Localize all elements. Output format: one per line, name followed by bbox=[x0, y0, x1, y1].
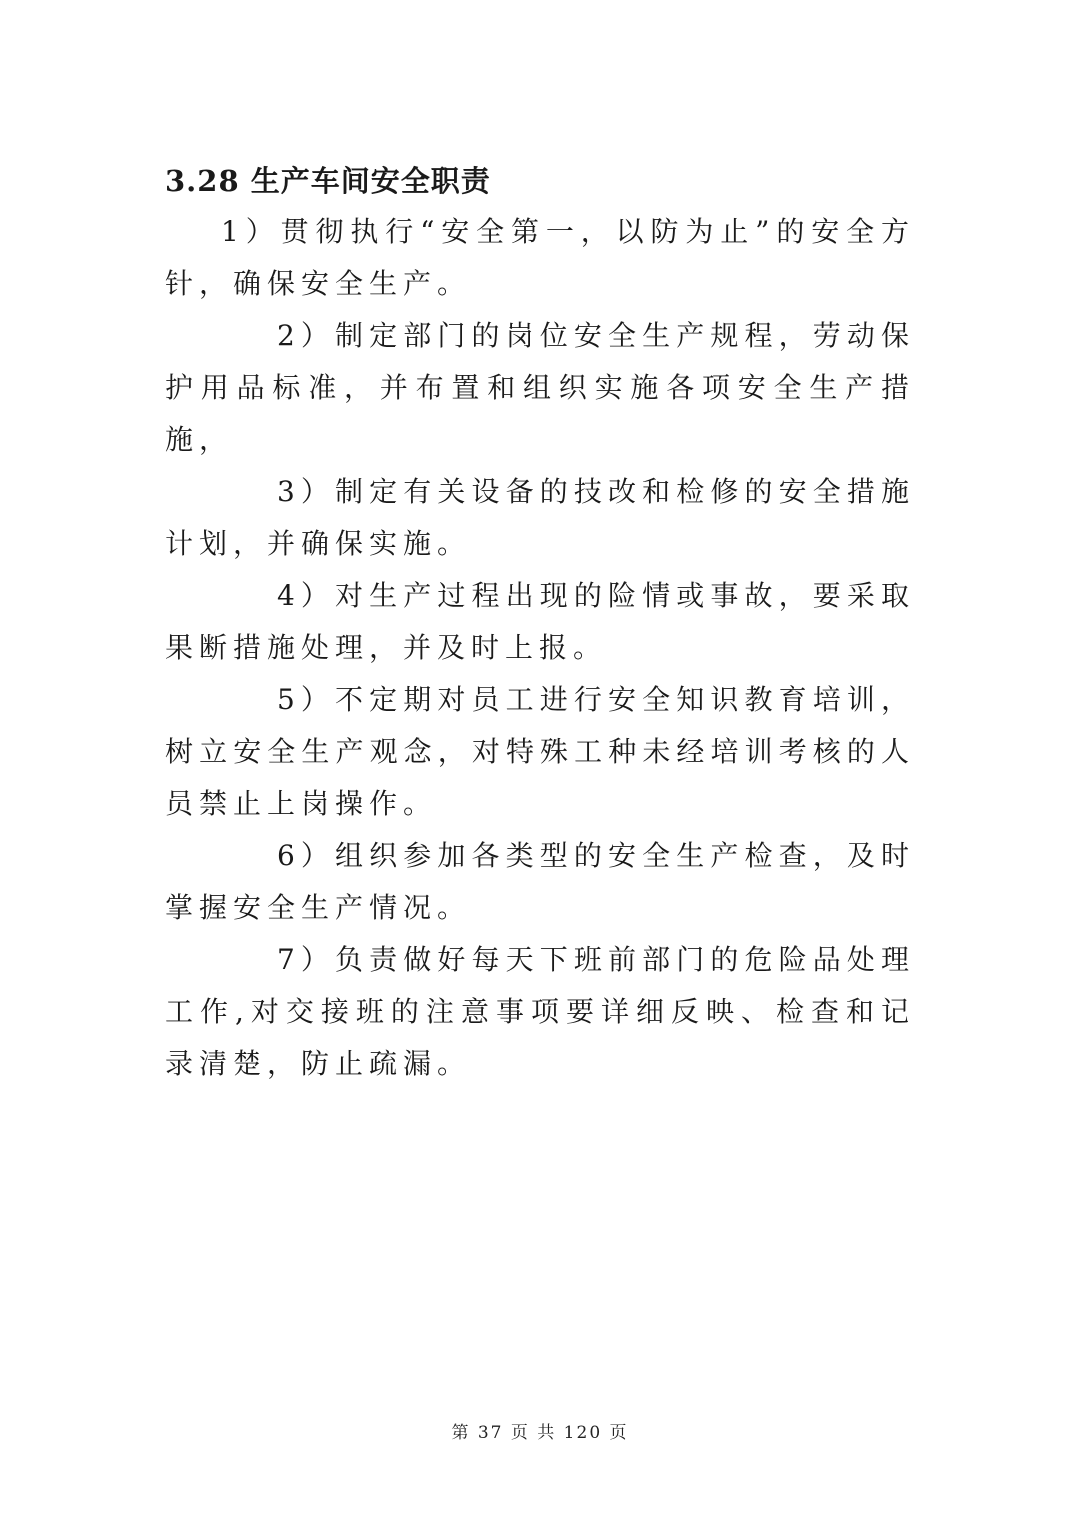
section-heading: 3.28 生产车间安全职责 bbox=[165, 164, 491, 198]
document-body bbox=[165, 158, 915, 1090]
paragraph-item-5: 5）不定期对员工进行安全知识教育培训，树立安全生产观念，对特殊工种未经培训考核的人员禁止上岗操作。 bbox=[165, 683, 915, 820]
paragraph-item-3: 3）制定有关设备的技改和检修的安全措施计划，并确保实施。 bbox=[165, 475, 915, 560]
paragraph-item-7: 7）负责做好每天下班前部门的危险品处理工作,对交接班的注意事项要详细反映、检查和记录清楚，防止疏漏。 bbox=[165, 943, 915, 1080]
page-footer: 第 37 页 共 120 页 bbox=[451, 1423, 629, 1443]
paragraph-item-1: 1）贯彻执行“安全第一，以防为止”的安全方针，确保安全生产。 bbox=[165, 215, 915, 300]
paragraph-item-4: 4）对生产过程出现的险情或事故，要采取果断措施处理，并及时上报。 bbox=[165, 579, 915, 664]
paragraph-item-2: 2）制定部门的岗位安全生产规程，劳动保护用品标准，并布置和组织实施各项安全生产措施， bbox=[165, 319, 915, 456]
paragraph-item-6: 6）组织参加各类型的安全生产检查，及时掌握安全生产情况。 bbox=[165, 839, 915, 924]
